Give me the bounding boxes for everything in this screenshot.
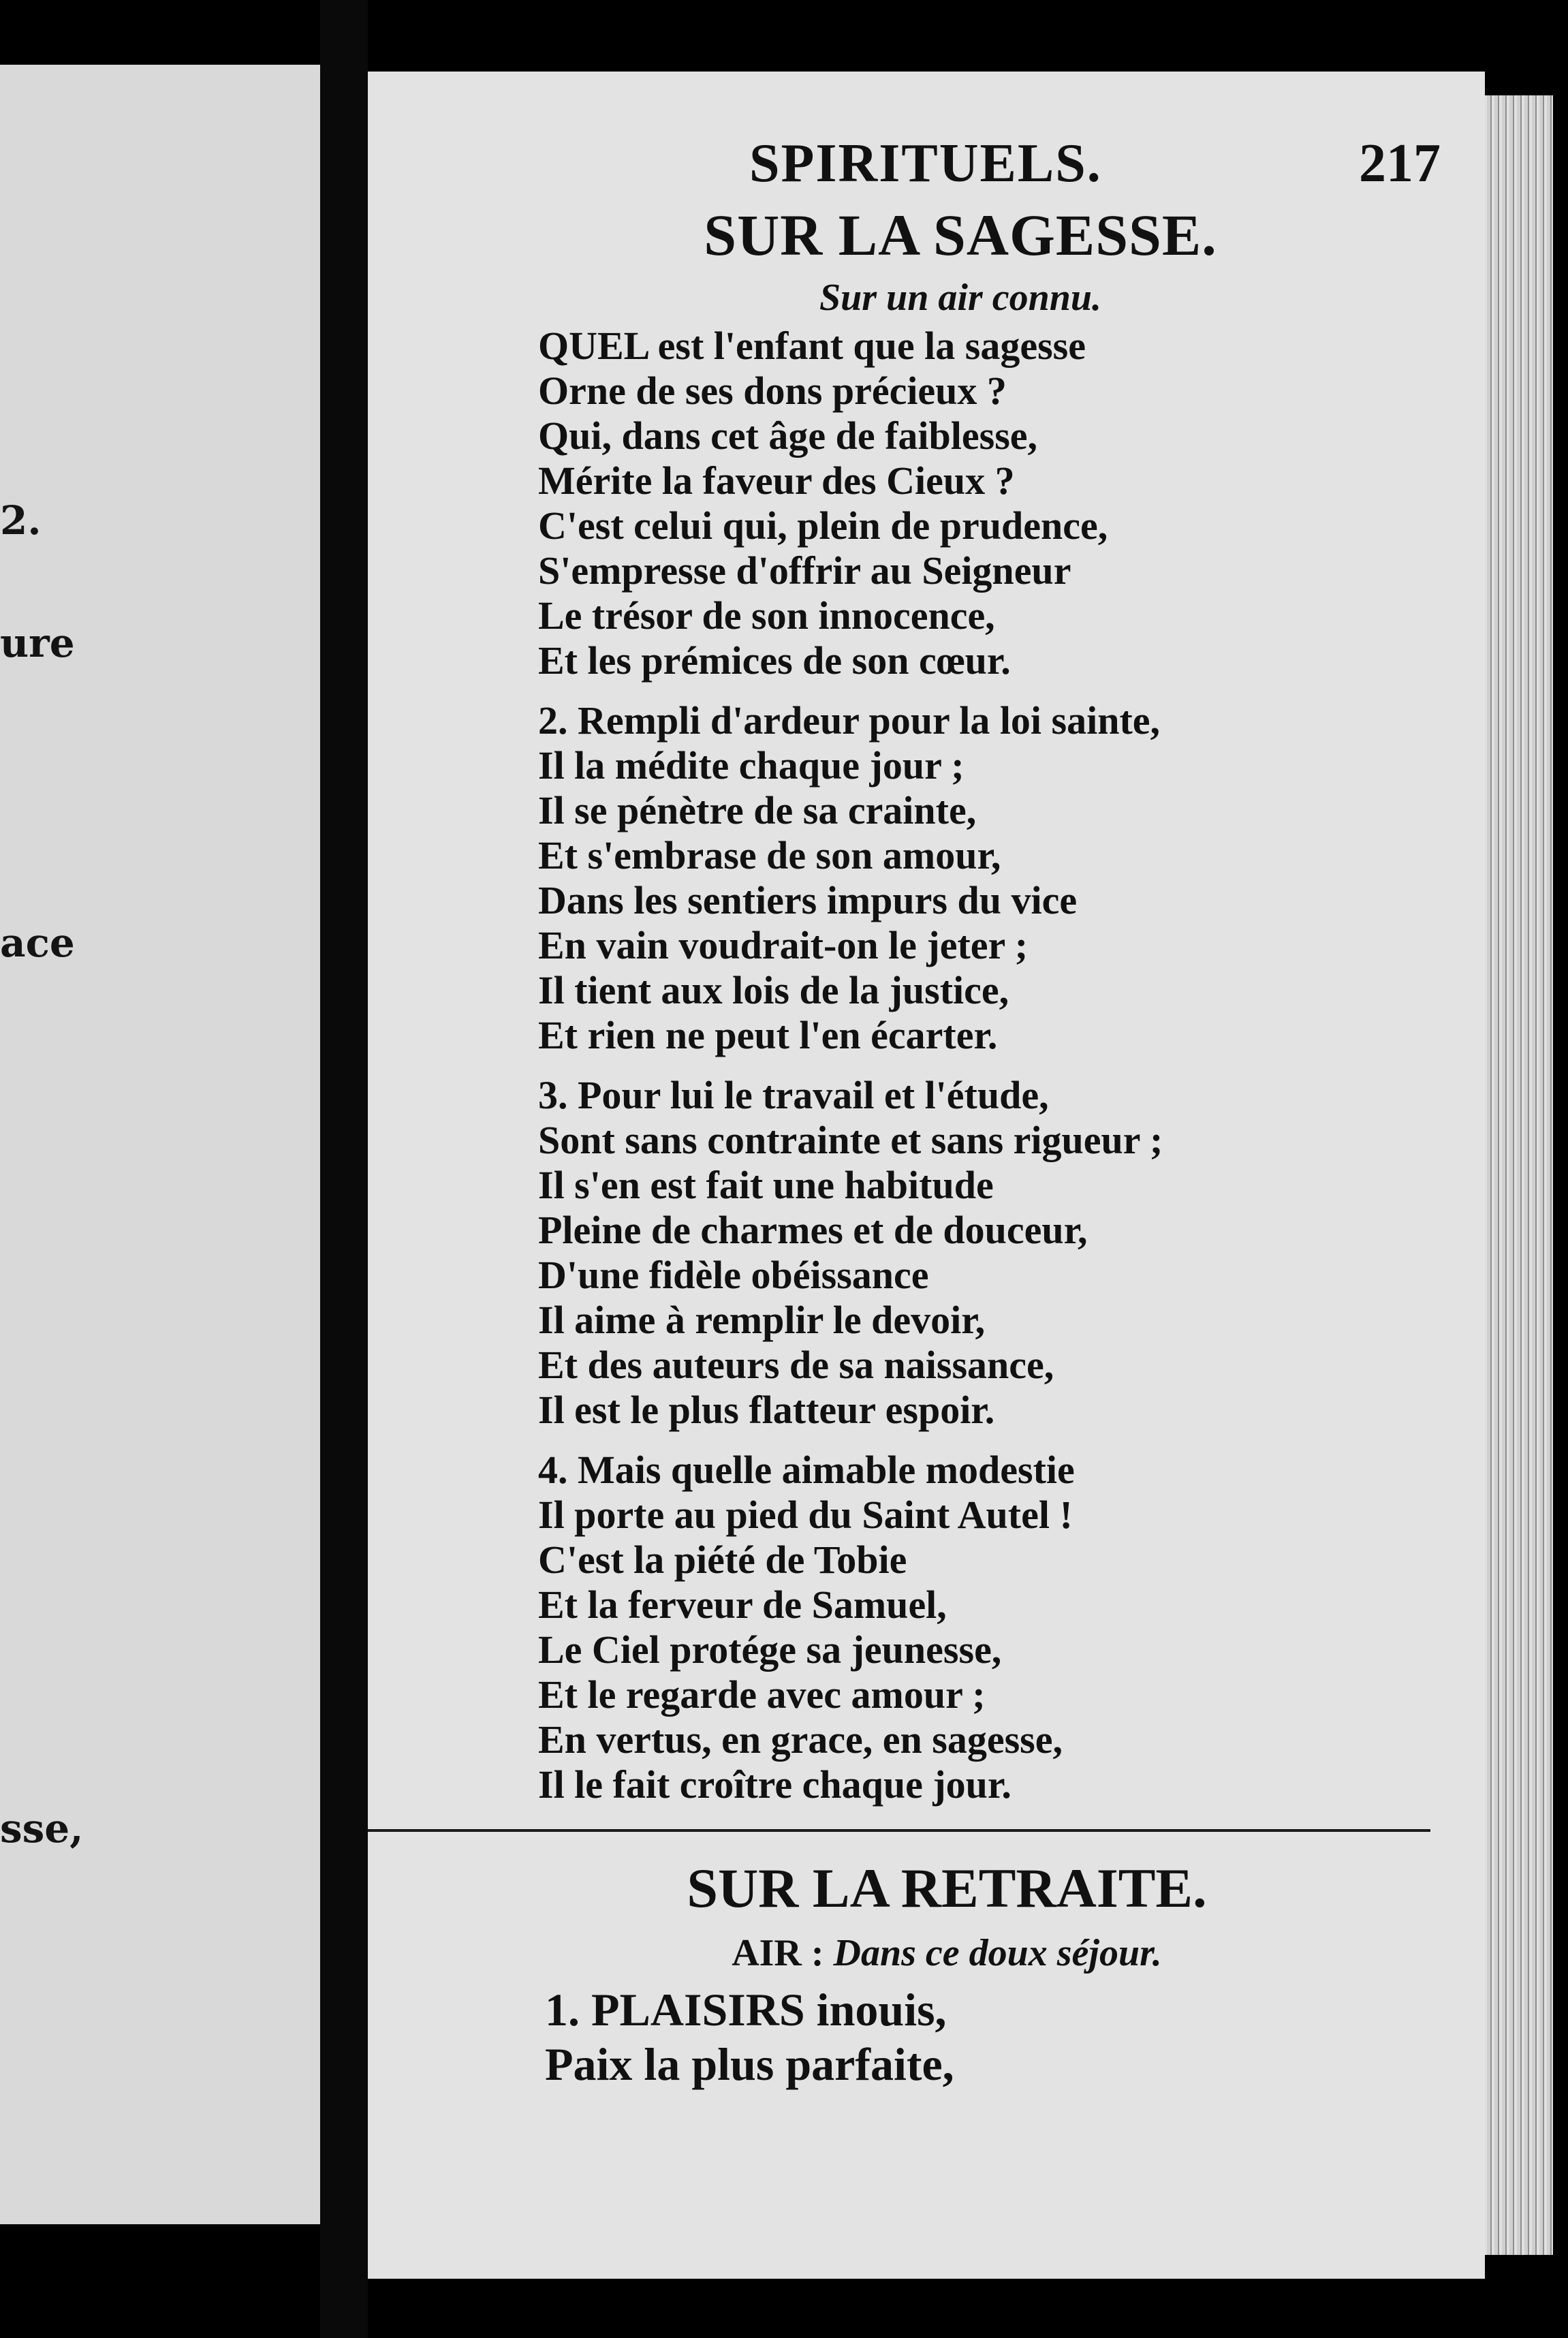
verse-line: Orne de ses dons précieux ?	[538, 369, 1007, 413]
verse-line: QUEL est l'enfant que la sagesse	[538, 324, 1086, 368]
verse-line: C'est la piété de Tobie	[538, 1538, 907, 1582]
book-gutter	[320, 0, 368, 2338]
verse-line: Il tient aux lois de la justice,	[538, 968, 1009, 1012]
verse-line: Il se pénètre de sa crainte,	[538, 788, 977, 832]
verse-line: Paix la plus parfaite,	[545, 2038, 954, 2090]
verse-line: Qui, dans cet âge de faiblesse,	[538, 414, 1038, 458]
next-poem-title: SUR LA RETRAITE.	[687, 1857, 1207, 1919]
verse-line: 3. Pour lui le travail et l'étude,	[538, 1073, 1049, 1117]
verse-line: Le trésor de son innocence,	[538, 593, 995, 638]
air-label: AIR :	[732, 1932, 824, 1974]
verse-line: D'une fidèle obéissance	[538, 1253, 929, 1297]
poem-body	[538, 324, 1163, 1822]
verse-line: Et rien ne peut l'en écarter.	[538, 1013, 998, 1057]
verse-line: Mérite la faveur des Cieux ?	[538, 458, 1015, 503]
left-page-fragment: sse,	[0, 1805, 84, 1852]
verse-line: Et s'embrase de son amour,	[538, 833, 1001, 877]
poem-title: SUR LA SAGESSE.	[704, 202, 1217, 268]
next-poem-air	[504, 1931, 1390, 1975]
air-tune: Dans ce doux séjour.	[833, 1932, 1162, 1974]
page-number: 217	[1359, 134, 1441, 193]
stanza-2	[538, 698, 1163, 1058]
verse-line: Le Ciel protége sa jeunesse,	[538, 1627, 1002, 1672]
verse-line: Il est le plus flatteur espoir.	[538, 1388, 995, 1432]
verse-line: Sont sans contrainte et sans rigueur ;	[538, 1118, 1163, 1162]
verse-line: En vertus, en grace, en sagesse,	[538, 1717, 1063, 1762]
verse-line: Et la ferveur de Samuel,	[538, 1583, 947, 1627]
verse-line: Et le regarde avec amour ;	[538, 1672, 986, 1717]
verse-line: Pleine de charmes et de douceur,	[538, 1208, 1088, 1252]
stanza-1	[538, 324, 1163, 683]
stanza-3	[538, 1073, 1163, 1433]
verse-line: En vain voudrait-on le jeter ;	[538, 923, 1029, 967]
left-page-fragment: ace	[0, 920, 75, 966]
left-page-fragment: ure	[0, 620, 75, 666]
next-poem-body	[545, 1982, 954, 2091]
verse-line: 1. PLAISIRS inouis,	[545, 1984, 947, 2036]
left-page-fragment: 2.	[0, 497, 42, 544]
running-head: SPIRITUELS.	[749, 134, 1102, 193]
verse-line: Il aime à remplir le devoir,	[538, 1298, 986, 1342]
verse-line: Il s'en est fait une habitude	[538, 1163, 994, 1207]
verse-line: C'est celui qui, plein de prudence,	[538, 503, 1108, 548]
left-page-edge	[0, 65, 320, 2224]
verse-line: 4. Mais quelle aimable modestie	[538, 1448, 1075, 1492]
stanza-4	[538, 1448, 1163, 1807]
verse-line: S'empresse d'offrir au Seigneur	[538, 548, 1071, 593]
section-divider	[368, 1829, 1430, 1832]
verse-line: Il porte au pied du Saint Autel !	[538, 1493, 1073, 1537]
verse-line: Dans les sentiers impurs du vice	[538, 878, 1078, 922]
verse-line: Il le fait croître chaque jour.	[538, 1762, 1012, 1807]
poem-air: Sur un air connu.	[819, 277, 1101, 319]
verse-line: 2. Rempli d'ardeur pour la loi sainte,	[538, 698, 1161, 743]
right-page	[368, 72, 1485, 2279]
verse-line: Et les prémices de son cœur.	[538, 638, 1011, 683]
verse-line: Il la médite chaque jour ;	[538, 743, 965, 788]
verse-line: Et des auteurs de sa naissance,	[538, 1343, 1054, 1387]
